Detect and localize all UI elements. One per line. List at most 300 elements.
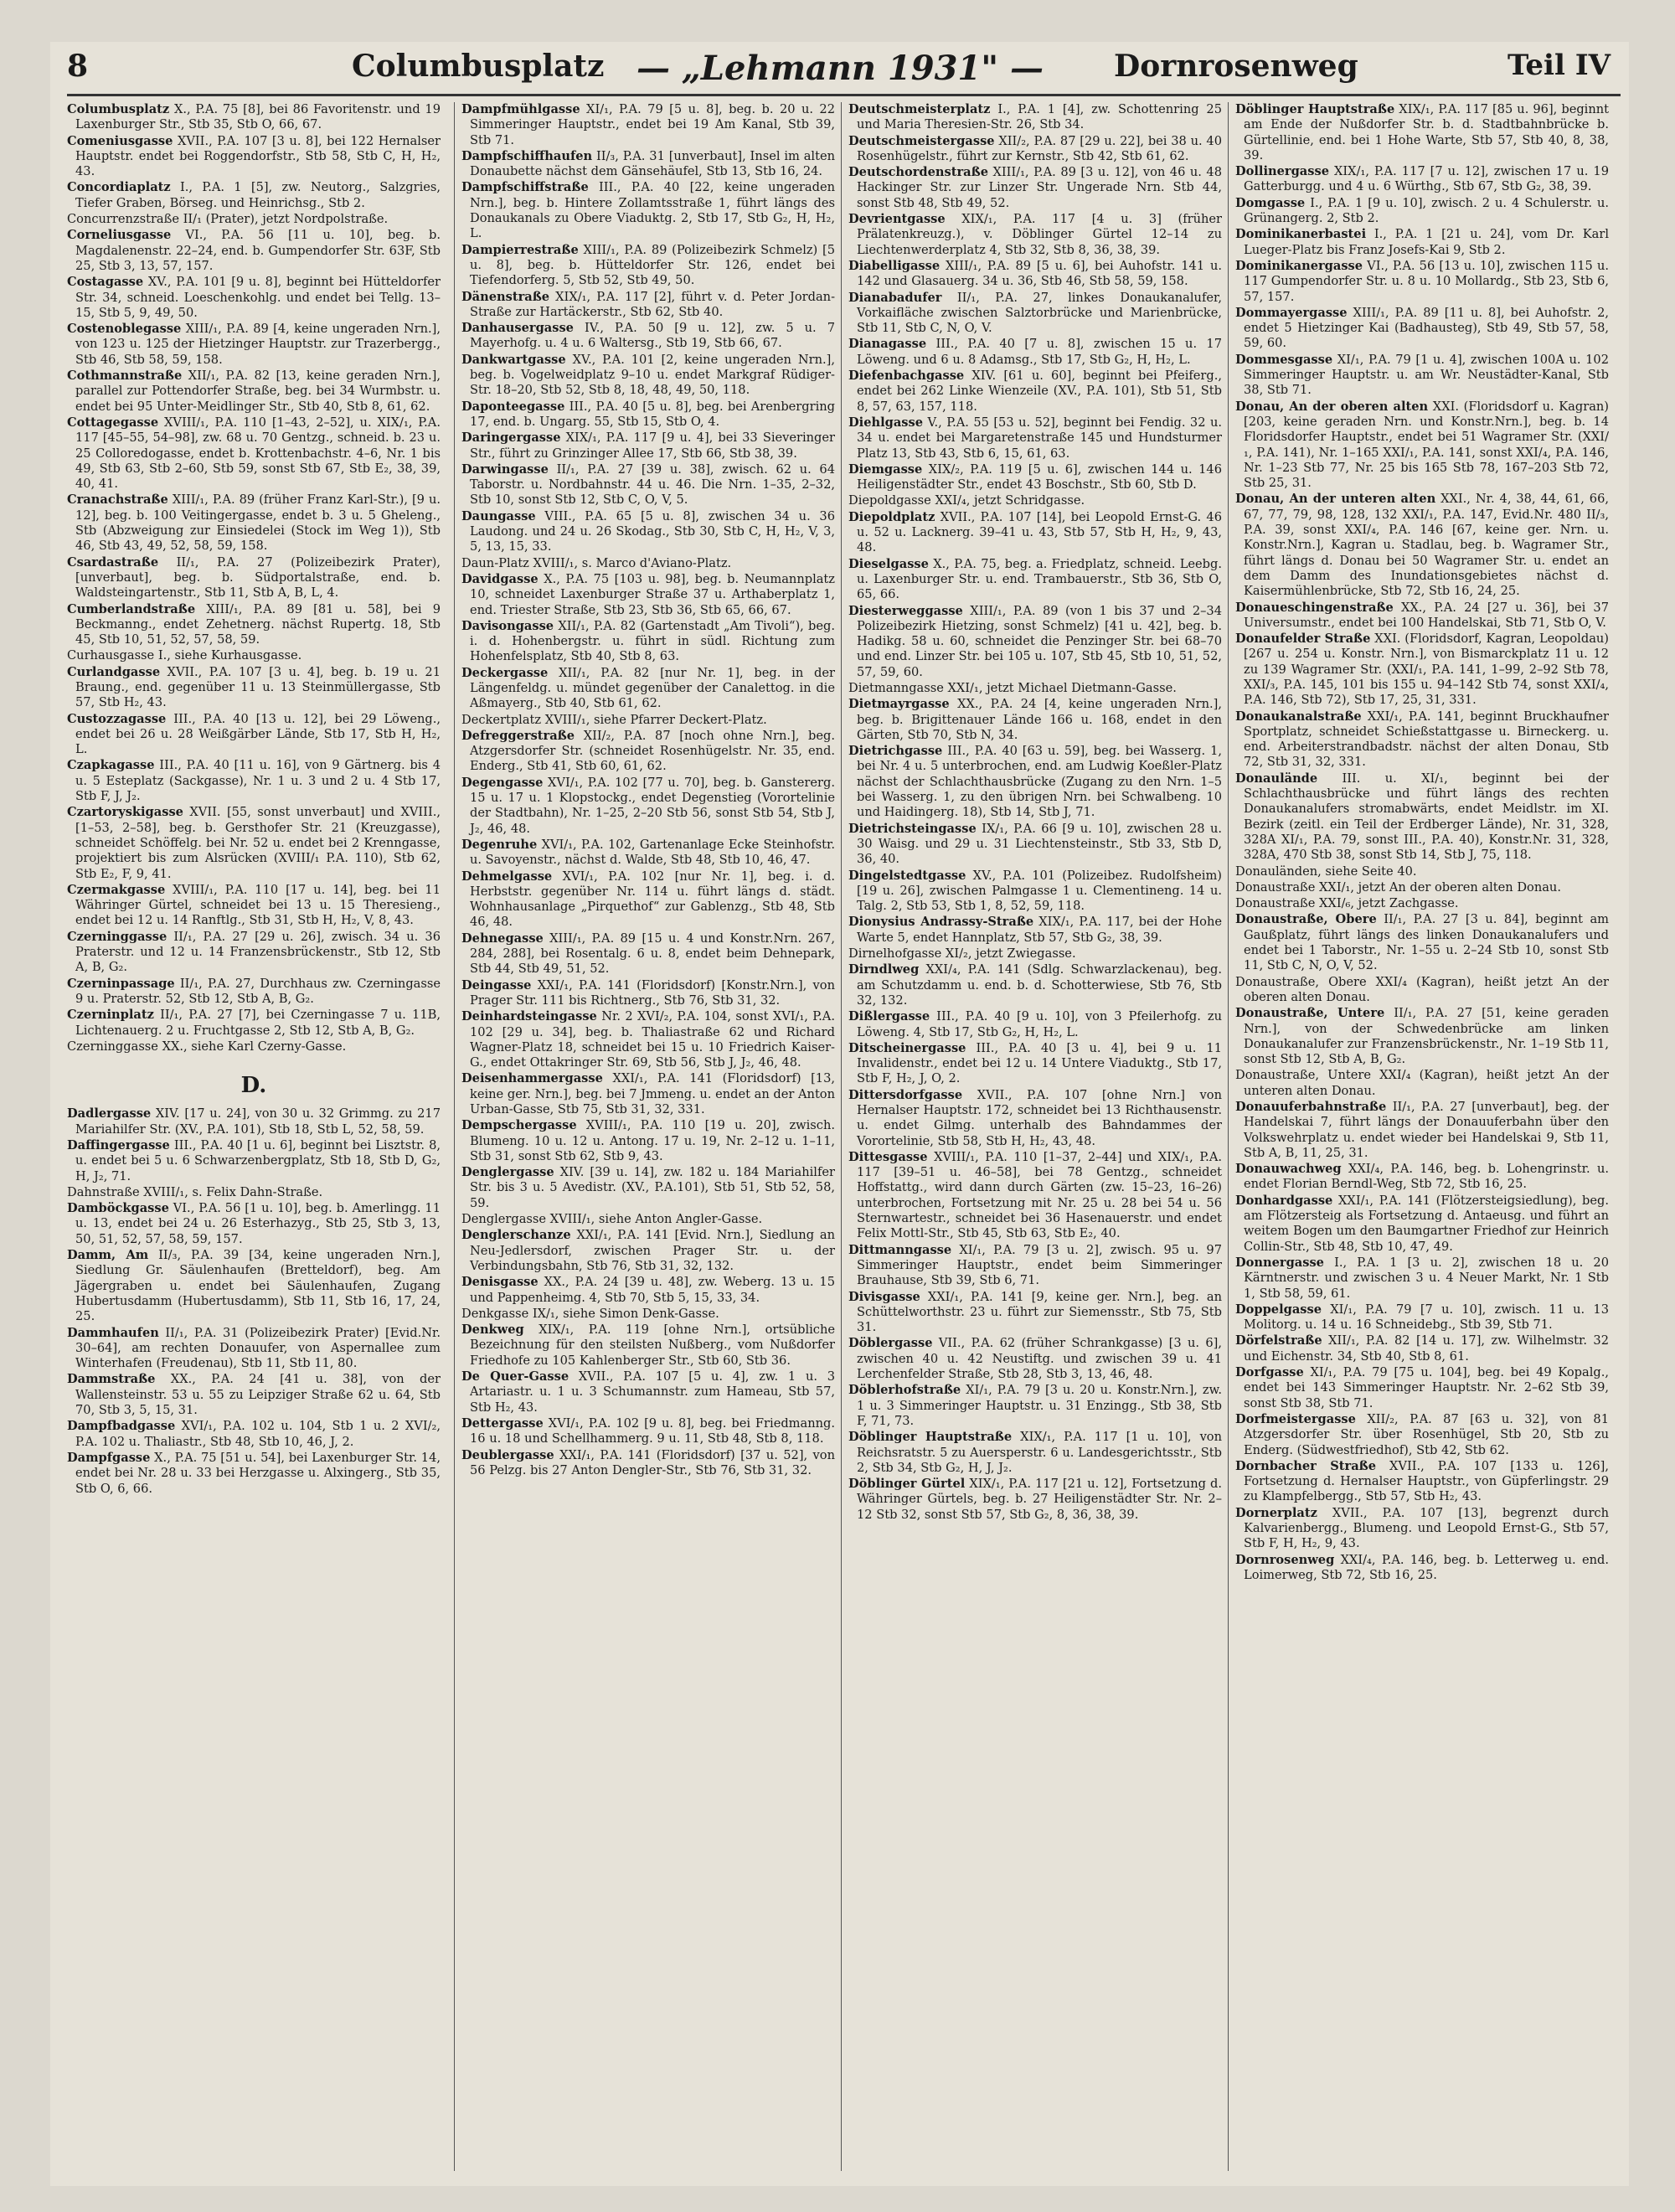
street-name: Ditscheinergasse xyxy=(848,1040,966,1055)
street-details: II/₁, P.A. 31 (Polizeibezirk Prater) [Evid.Nr. 30–64], am rechten Donauufer, von Aspernallee zum Winterhafen (Freudenau), Stb 11, Stb 11, 80. xyxy=(75,1325,441,1371)
street-details: III., P.A. 40 [11 u. 16], von 9 Gärtnerg. bis 4 u. 5 Esteplatz (Sackgasse), Nr. 1 u. 3 und 2 u. 4 Stb 17, Stb F, J, J₂. xyxy=(75,758,441,804)
street-entry xyxy=(1235,400,1609,492)
street-details: XVI/₁, P.A. 102 [nur Nr. 1], beg. i. d. Herbststr. gegenüber Nr. 114 u. führt längs d. städt. Wohnhausanlage „Pirquethof“ zur Gablenzg., Stb 48, Stb 46, 48. xyxy=(470,869,835,930)
street-entry xyxy=(67,758,441,804)
street-entry xyxy=(1235,1553,1609,1584)
street-details: X., P.A. 75 [103 u. 98], beg. b. Neumannplatz 10, schneidet Laxenburger Straße 37 u. Arthaberplatz 1, end. Triester Straße, Stb 23, Stb 36, Stb 65, 66, 67. xyxy=(470,571,835,617)
street-name: Czartoryskigasse xyxy=(67,805,183,820)
street-entry xyxy=(461,1009,835,1070)
street-name: Doppelgasse xyxy=(1235,1302,1322,1317)
street-details: III., P.A. 40 [1 u. 6], beginnt bei Lisztstr. 8, u. endet bei 5 u. 6 Schwarzenbergplatz, Stb 18, Stb D, G₂, H, J₂, 71. xyxy=(75,1138,441,1183)
street-details: XVIII/₁, P.A. 110 [1–43, 2–52], u. XIX/₁, P.A. 117 [45–55, 54–98], zw. 68 u. 70 Gentzg., schneid. b. 23 u. 25 Colloredogasse, endet b. Krottenbachstr. 4–6, Nr. 1 bis 49, Stb 63, Stb 2–60, Stb 59, sonst Stb 67, Stb E₂, 38, 39, 40, 41. xyxy=(75,415,441,492)
street-name: Czerninplatz xyxy=(67,1008,154,1023)
street-details: XV., P.A. 101 [2, keine ungeraden Nrn.], beg. b. Vogelweidplatz 9–10 u. endet Markgraf Rüdiger-Str. 18–20, Stb 52, Stb 8, 18, 48, 49, 50, 118. xyxy=(470,352,835,398)
street-details: III., P.A. 40 [9 u. 10], von 3 Pfeilerhofg. zu Löweng. 4, Stb 17, Stb G₂, H, H₂, L. xyxy=(857,1009,1222,1039)
street-entry xyxy=(1235,102,1609,163)
street-details: I., P.A. 1 [5], zw. Neutorg., Salzgries, Tiefer Graben, Börseg. und Heinrichsg., Stb 2. xyxy=(75,180,441,210)
street-details: XVI/₁, P.A. 102 u. 104, Stb 1 u. 2 XVI/₂, P.A. 102 u. Thaliastr., Stb 48, Stb 10, 46, J, 2. xyxy=(75,1419,441,1449)
street-details: XI/₁, P.A. 79 [3 u. 2], zwisch. 95 u. 97 Simmeringer Hauptstr., endet beim Simmeringer Brauhause, Stb 39, Stb 6, 71. xyxy=(857,1242,1222,1288)
street-details: Dahnstraße XVIII/₁, s. Felix Dahn-Straße. xyxy=(67,1184,323,1199)
running-header xyxy=(50,42,1629,92)
street-name: Dammhaufen xyxy=(67,1325,159,1340)
header-rule xyxy=(67,94,1621,96)
street-directory xyxy=(67,102,1621,2171)
street-entry xyxy=(461,353,835,399)
street-name: Dammstraße xyxy=(67,1372,156,1387)
street-name: Degengasse xyxy=(461,775,544,790)
street-entry xyxy=(461,102,835,148)
part-label: Teil IV xyxy=(1508,49,1611,82)
street-name: Deutschmeistergasse xyxy=(848,133,995,148)
street-name: Dianagasse xyxy=(848,337,927,352)
street-details: XVII., P.A. 107 [13], begrenzt durch Kalvarienbergg., Blumeng. und Leopold Ernst-G., Stb 57, Stb F, H, H₂, 9, 43. xyxy=(1244,1505,1609,1551)
street-name: Dianabadufer xyxy=(848,290,942,305)
street-name: Dempschergasse xyxy=(461,1118,577,1133)
street-name: Dornrosenweg xyxy=(1235,1552,1335,1567)
street-details: I., P.A. 1 [9 u. 10], zwisch. 2 u. 4 Schulerstr. u. Grünangerg. 2, Stb 2. xyxy=(1244,195,1609,226)
street-name: Diefenbachgasse xyxy=(848,369,965,384)
column-4 xyxy=(1228,102,1609,2171)
street-name: Donnergasse xyxy=(1235,1255,1324,1270)
street-name: Deingasse xyxy=(461,977,532,993)
street-details: XVIII/₁, P.A. 110 [19 u. 20], zwisch. Blumeng. 10 u. 12 u. Antong. 17 u. 19, Nr. 2–12 u. 1–11, Stb 31, sonst Stb 62, Stb 9, 43. xyxy=(470,1118,835,1163)
street-entry xyxy=(67,1201,441,1247)
street-name: Costagasse xyxy=(67,275,144,290)
street-entry xyxy=(1235,1006,1609,1067)
street-entry xyxy=(461,838,835,869)
street-details: XX., P.A. 24 [4, keine ungeraden Nrn.], beg. b. Brigittenauer Lände 166 u. 168, endet in den Gärten, Stb 70, Stb N, 34. xyxy=(857,697,1222,742)
street-details: XVII., P.A. 107 [5 u. 4], zw. 1 u. 3 Artariastr. u. 1 u. 3 Schumannstr. zum Hameau, Stb 57, Stb H₂, 43. xyxy=(470,1369,835,1415)
street-details: XXI/₁, P.A. 141 (Floridsdorf) [Konstr.Nrn.], von Prager Str. 111 bis Richtnerg., Stb 76, Stb 31, 32. xyxy=(470,977,835,1008)
street-details: XVII., P.A. 107 [14], bei Leopold Ernst-G. 46 u. 52 u. Lacknerg. 39–41 u. 43, Stb 57, Stb H, H₂, 9, 43, 48. xyxy=(857,509,1222,555)
street-entry xyxy=(67,555,441,601)
street-name: Döblergasse xyxy=(848,1336,933,1351)
street-name: Custozzagasse xyxy=(67,711,167,726)
street-name: Dänenstraße xyxy=(461,289,550,304)
street-entry xyxy=(461,149,835,180)
street-name: Dionysius Andrassy-Straße xyxy=(848,915,1034,930)
street-details: V., P.A. 55 [53 u. 52], beginnt bei Fendig. 32 u. 34 u. endet bei Margaretenstraße 145 und Hundsturmer Platz 13, Stb 43, Stb 6, 15, 61, 63. xyxy=(857,415,1222,461)
street-details: XIII/₁, P.A. 89 [11 u. 8], bei Auhofstr. 2, endet 5 Hietzinger Kai (Badhausteg), Stb 49, Stb 57, 58, 59, 60. xyxy=(1244,305,1609,351)
street-entry xyxy=(67,977,441,1008)
street-details: XIV. [39 u. 14], zw. 182 u. 184 Mariahilfer Str. bis 3 u. 5 Avedistr. (XV., P.A.101), Stb 51, Stb 52, 58, 59. xyxy=(470,1165,835,1210)
street-name: Dörfelstraße xyxy=(1235,1333,1322,1348)
street-details: XIII/₁, P.A. 89 [3 u. 12], von 46 u. 48 Hackinger Str. zur Linzer Str. Ungerade Nrn. Stb 44, sonst Stb 48, Stb 49, 52. xyxy=(857,165,1222,210)
street-entry xyxy=(461,1323,835,1369)
street-details: III., P.A. 40 [7 u. 8], zwischen 15 u. 17 Löweng. und 6 u. 8 Adamsg., Stb 17, Stb G₂, H, H₂, L. xyxy=(857,337,1222,367)
street-details: I., P.A. 1 [3 u. 2], zwischen 18 u. 20 Kärntnerstr. und zwischen 3 u. 4 Neuer Markt, Nr. 1 Stb 1, Stb 58, 59, 61. xyxy=(1244,1255,1609,1301)
street-details: XVII., P.A. 107 [133 u. 126], Fortsetzung d. Hernalser Hauptstr., von Güpferlingstr. 29 zu Klampfelbergg., Stb 57, Stb H₂, 43. xyxy=(1244,1458,1609,1504)
street-entry xyxy=(848,1383,1222,1429)
street-name: Cottagegasse xyxy=(67,415,159,430)
street-name: Columbusplatz xyxy=(67,102,170,116)
street-name: Dampfbadgasse xyxy=(67,1419,176,1434)
street-entry xyxy=(848,1150,1222,1242)
street-name: Dornerplatz xyxy=(1235,1505,1317,1520)
street-details: XXI. (Floridsdorf, Kagran, Leopoldau) [267 u. 254 u. Konstr. Nrn.], von Bismarckplatz 11 u. 12 zu 139 Wagramer Str. (XXI/₁, P.A. 141, 1–99, 2–92 Stb 78, XXI/₃, P.A. 145, 101 bis 155 u. 94–142 Stb 74, sonst XXI/₄, P.A. 146, Stb 72), Stb 17, 25, 31, 331. xyxy=(1244,632,1609,708)
street-name: Denkweg xyxy=(461,1323,524,1338)
page-title: — „Lehmann 1931" — xyxy=(636,49,1044,88)
street-details: Czerninggasse XX., siehe Karl Czerny-Gasse. xyxy=(67,1039,347,1054)
street-name: Czermakgasse xyxy=(67,882,166,897)
street-details: XXI., Nr. 4, 38, 44, 61, 66, 67, 77, 79, 98, 128, 132 XXI/₁, P.A. 147, Evid.Nr. 480 II/₃, P.A. 39, sonst XXI/₄, P.A. 146 [67, keine ger. Nrn. u. Konstr.Nrn.], Kagran u. Stadlau, beg. b. Wagramer Str., führt längs d. Donau bei 50 Wagramer Str. u. endet an dem Damm des Inundationsgebietes nächst d. Kaisermühlenbrücke, Stb 72, Stb 16, 24, 25. xyxy=(1244,492,1609,599)
street-name: Costenoblegasse xyxy=(67,322,182,337)
street-entry xyxy=(1235,259,1609,305)
street-details: X., P.A. 75 [8], bei 86 Favoritenstr. und 19 Laxenburger Str., Stb 35, Stb O, 66, 67. xyxy=(75,102,441,132)
street-name: Donaukanalstraße xyxy=(1235,709,1362,724)
street-entry xyxy=(848,869,1222,915)
street-details: XII/₁, P.A. 82 [13, keine geraden Nrn.], parallel zur Pottendorfer Straße, beg. bei 34 Wurmbstr. u. endet bei 95 Unter-Meidlinger Str., Stb 40, Stb 8, 61, 62. xyxy=(75,369,441,414)
street-details: XIII/₁, P.A. 89 (von 1 bis 37 und 2–34 Polizeibezirk Hietzing, sonst Schmelz) [41 u. 42], beg. b. Hadikg. 58 u. 60, schneidet die Penzinger Str. bei 68–70 und end. Linzer Str. bei 105 u. 107, Stb 45, Stb 10, 51, 52, 57, 59, 60. xyxy=(857,603,1222,679)
street-entry xyxy=(1235,1068,1609,1099)
street-name: Dampfschiffhaufen xyxy=(461,148,593,163)
street-entry xyxy=(848,1009,1222,1040)
street-name: Dadlergasse xyxy=(67,1106,152,1121)
street-details: XI/₁, P.A. 79 [5 u. 8], beg. b. 20 u. 22 Simmeringer Hauptstr., endet bei 19 Am Kanal, Stb 39, Stb 71. xyxy=(470,102,835,147)
street-details: II/₁, P.A. 27, Durchhaus zw. Czerningasse 9 u. Praterstr. 52, Stb 12, Stb A, B, G₂. xyxy=(75,976,441,1006)
street-entry xyxy=(848,212,1222,258)
street-details: Donaustraße XXI/₆, jetzt Zachgasse. xyxy=(1235,896,1459,911)
street-entry xyxy=(1235,1162,1609,1193)
street-name: Dorfgasse xyxy=(1235,1365,1304,1380)
street-entry xyxy=(461,1416,835,1447)
street-details: XVIII/₁, P.A. 110 [17 u. 14], beg. bei 11 Währinger Gürtel, schneidet bei 13 u. 15 Theresieng., endet bei 12 u. 14 Ranftlg., Stb 31, Stb H, H₂, V, 8, 43. xyxy=(75,882,441,928)
street-details: II/₁, P.A. 27 [51, keine geraden Nrn.], von der Schwedenbrücke am linken Donaukanalufer zur Franzensbrückenstr., Nr. 1–19 Stb 11, sonst Stb 12, Stb A, B, G₂. xyxy=(1244,1006,1609,1067)
street-entry xyxy=(848,946,1222,962)
street-name: Denisgasse xyxy=(461,1275,539,1290)
page-number: 8 xyxy=(67,49,89,84)
street-name: Cranachstraße xyxy=(67,492,168,508)
street-details: VI., P.A. 56 [1 u. 10], beg. b. Amerlingg. 11 u. 13, endet bei 24 u. 26 Esterhazyg., Stb 25, Stb 3, 13, 50, 51, 52, 57, 58, 59, 157. xyxy=(75,1201,441,1246)
street-name: Dittmanngasse xyxy=(848,1242,952,1257)
street-entry xyxy=(67,1372,441,1418)
street-entry xyxy=(848,165,1222,211)
street-name: Czapkagasse xyxy=(67,758,155,773)
street-name: Deckergasse xyxy=(461,665,549,680)
street-name: Davisongasse xyxy=(461,618,554,633)
street-entry xyxy=(848,915,1222,946)
street-entry xyxy=(67,415,441,492)
street-details: XXI/₁, P.A. 141 (Floridsdorf) [37 u. 52], von 56 Pelzg. bis 27 Anton Dengler-Str., Stb 76, Stb 31, 32. xyxy=(470,1447,835,1477)
street-entry xyxy=(67,648,441,663)
street-name: Donhardgasse xyxy=(1235,1193,1333,1208)
street-name: Deutschordenstraße xyxy=(848,165,989,180)
street-entry xyxy=(461,1212,835,1227)
street-entry xyxy=(461,400,835,431)
street-details: Denkgasse IX/₁, siehe Simon Denk-Gasse. xyxy=(461,1306,719,1321)
street-name: Döblinger Hauptstraße xyxy=(848,1430,1013,1445)
street-details: I., P.A. 1 [4], zw. Schottenring 25 und Maria Theresien-Str. 26, Stb 34. xyxy=(857,102,1222,132)
street-name: Dittersdorfgasse xyxy=(848,1087,963,1102)
street-name: Daungasse xyxy=(461,508,536,523)
street-name: Deublergasse xyxy=(461,1447,554,1462)
street-entry xyxy=(1235,601,1609,632)
street-entry xyxy=(461,619,835,665)
street-name: Cumberlandstraße xyxy=(67,601,196,616)
street-name: Dominikanergasse xyxy=(1235,258,1363,273)
street-details: XXI/₁, P.A. 141 [9, keine ger. Nrn.], beg. an Schüttelworthstr. 23 u. führt zur Siemensstr., Stb 75, Stb 31. xyxy=(857,1289,1222,1335)
street-details: XXI/₄, P.A. 146, beg. b. Lohengrinstr. u. endet Florian Berndl-Weg, Stb 72, Stb 16, 25. xyxy=(1244,1162,1609,1192)
street-entry xyxy=(67,1106,441,1137)
street-entry xyxy=(67,1419,441,1450)
street-name: Dollinergasse xyxy=(1235,164,1329,179)
street-entry xyxy=(67,883,441,929)
street-entry xyxy=(461,180,835,241)
street-name: Dorfmeistergasse xyxy=(1235,1411,1356,1426)
street-entry xyxy=(1235,1100,1609,1161)
street-details: III., P.A. 40 [5 u. 8], beg. bei Arenbergring 17, end. b. Ungarg. 55, Stb 15, Stb O, 4. xyxy=(470,399,835,429)
street-details: VI., P.A. 56 [11 u. 10], beg. b. Magdalenenstr. 22–24, end. b. Gumpendorfer Str. 63F, Stb 25, Stb 3, 13, 57, 157. xyxy=(75,228,441,273)
street-details: XVI/₁, P.A. 102 [9 u. 8], beg. bei Friedmanng. 16 u. 18 und Schellhammerg. 9 u. 11, Stb 48, Stb 8, 118. xyxy=(470,1415,835,1446)
street-name: Damm, Am xyxy=(67,1248,149,1263)
street-name: Darwingasse xyxy=(461,461,549,477)
street-name: Dampierrestraße xyxy=(461,242,579,257)
street-name: Deinhardsteingasse xyxy=(461,1009,597,1024)
street-entry xyxy=(1235,492,1609,599)
street-name: Döblinger Gürtel xyxy=(848,1477,966,1492)
street-name: Cothmannstraße xyxy=(67,369,183,384)
street-details: XI/₁, P.A. 79 [7 u. 10], zwisch. 11 u. 13 Molitorg. u. 14 u. 16 Schneidebg., Stb 39, Stb 71. xyxy=(1244,1302,1609,1333)
street-details: XI/₁, P.A. 79 [75 u. 104], beg. bei 49 Kopalg., endet bei 143 Simmeringer Hauptstr. Nr. 2–62 Stb 39, sonst Stb 38, Stb 71. xyxy=(1244,1365,1609,1410)
street-name: Daringergasse xyxy=(461,431,561,446)
street-entry xyxy=(461,729,835,775)
street-entry xyxy=(461,1369,835,1415)
street-name: Domgasse xyxy=(1235,195,1306,210)
column-1 xyxy=(67,102,447,2171)
street-entry xyxy=(67,1451,441,1497)
street-name: Deisenhammergasse xyxy=(461,1071,603,1086)
street-entry xyxy=(67,228,441,274)
street-name: Dittesgasse xyxy=(848,1149,928,1164)
street-name: Daponteegasse xyxy=(461,399,565,414)
street-name: Donau, An der oberen alten xyxy=(1235,399,1429,414)
street-details: XXI/₁, P.A. 141 (Floridsdorf) [13, keine ger. Nrn.], beg. bei 7 Jmmeng. u. endet an der Anton Urban-Gasse, Stb 75, Stb 31, 32, 331. xyxy=(470,1071,835,1116)
street-name: Dampfmühlgasse xyxy=(461,102,580,116)
street-entry xyxy=(1235,1194,1609,1255)
street-entry xyxy=(67,1008,441,1039)
street-entry xyxy=(848,1477,1222,1523)
street-details: XII/₂, P.A. 87 [29 u. 22], bei 38 u. 40 Rosenhügelstr., führt zur Kernstr., Stb 42, Stb 61, 62. xyxy=(857,133,1222,163)
street-details: XX., P.A. 24 [41 u. 38], von der Wallensteinstr. 53 u. 55 zu Leipziger Straße 62 u. 64, Stb 70, Stb 3, 5, 15, 31. xyxy=(75,1372,441,1418)
street-entry xyxy=(848,744,1222,820)
street-name: Csardastraße xyxy=(67,554,159,570)
street-details: IV., P.A. 50 [9 u. 12], zw. 5 u. 7 Mayerhofg. u. 4 u. 6 Waltersg., Stb 19, Stb 66, 67. xyxy=(470,321,835,351)
street-details: II/₁, P.A. 27 [39 u. 38], zwisch. 62 u. 64 Taborstr. u. Nordbahnstr. 44 u. 46. Die Nrn. 1–35, 2–32, Stb 10, sonst Stb 12, Stb C, O, V, 5. xyxy=(470,461,835,508)
street-details: III., P.A. 40 [22, keine ungeraden Nrn.], beg. b. Hintere Zollamtsstraße 1, führt längs des Donaukanals zu Obere Viaduktg. 2, Stb 17, Stb G₂, H, H₂, L. xyxy=(470,180,835,241)
street-details: VIII., P.A. 65 [5 u. 8], zwischen 34 u. 36 Laudong. und 24 u. 26 Skodag., Stb 30, Stb C, H, H₂, V, 3, 5, 13, 15, 33. xyxy=(470,508,835,554)
street-entry xyxy=(461,572,835,618)
street-details: XIII/₁, P.A. 89 (früher Franz Karl-Str.), [9 u. 12], beg. b. 100 Veitingergasse, endet b. 3 u. 5 Gheleng., Stb (Abzweigung zur Einsiedelei (Stock im Weg 1)), Stb 46, Stb 43, 49, 52, 58, 59, 158. xyxy=(75,492,441,554)
street-details: XVII., P.A. 107 [3 u. 8], bei 122 Hernalser Hauptstr. endet bei Roggendorfstr., Stb 58, Stb C, H, H₂, 43. xyxy=(75,133,441,179)
street-details: II/₁, P.A. 27, linkes Donaukanalufer, Vorkaifläche zwischen Salztorbrücke und Marienbrücke, Stb 11, Stb C, N, O, V. xyxy=(857,290,1222,336)
street-details: XX., P.A. 24 [39 u. 48], zw. Weberg. 13 u. 15 und Pappenheimg. 4, Stb 70, Stb 5, 15, 33, 34. xyxy=(470,1275,835,1305)
street-name: Dirndlweg xyxy=(848,962,920,977)
street-details: Dirnelhofgasse XI/₂, jetzt Zwiegasse. xyxy=(848,946,1076,962)
street-details: XII/₂, P.A. 87 [63 u. 32], von 81 Atzgersdorfer Str. über Rosenhügel, Stb 20, Stb zu Enderg. (Südwestfriedhof), Stb 42, Stb 62. xyxy=(1244,1411,1609,1457)
street-details: XXI/₁, P.A. 141, beginnt Bruckhaufner Sportplatz, schneidet Schießstattgasse u. Birneckerg. u. end. Arbeiterstrandbadstr. nächst der alten Donau, Stb 72, Stb 31, 32, 331. xyxy=(1244,709,1609,770)
street-details: XXI/₁, P.A. 141 (Flötzersteigsiedlung), beg. am Flötzersteig als Fortsetzung d. Antaeusg. und führt an weitem Bogen um den Baumgartner Friedhof zur Heinrich Collin-Str., Stb 48, Stb 10, 47, 49. xyxy=(1244,1193,1609,1254)
street-entry xyxy=(461,713,835,728)
street-entry xyxy=(848,1290,1222,1336)
street-name: Davidgasse xyxy=(461,571,539,586)
street-name: Dominikanerbastei xyxy=(1235,227,1367,242)
street-entry xyxy=(461,243,835,289)
street-entry xyxy=(461,509,835,555)
street-name: Donauuferbahnstraße xyxy=(1235,1100,1387,1114)
street-details: Donaustraße, Untere XXI/₄ (Kagran), heißt jetzt An der unteren alten Donau. xyxy=(1235,1068,1609,1098)
street-entry xyxy=(461,1307,835,1322)
street-entry xyxy=(1235,632,1609,708)
street-entry xyxy=(848,134,1222,165)
street-entry xyxy=(461,1118,835,1164)
street-entry xyxy=(1235,1459,1609,1505)
street-name: Czerninggasse xyxy=(67,929,168,944)
street-details: I., P.A. 1 [21 u. 24], vom Dr. Karl Lueger-Platz bis Franz Josefs-Kai 9, Stb 2. xyxy=(1244,227,1609,257)
street-name: Diehlgasse xyxy=(848,415,924,430)
street-name: Dehmelgasse xyxy=(461,869,553,884)
street-details: IX/₁, P.A. 66 [9 u. 10], zwischen 28 u. 30 Waisg. und 29 u. 31 Liechtensteinstr., Stb 33, Stb D, 36, 40. xyxy=(857,821,1222,867)
street-details: XIII/₁, P.A. 89 [15 u. 4 und Konstr.Nrn. 267, 284, 288], bei Rosentalg. 6 u. 8, endet beim Dehnepark, Stb 44, Stb 49, 51, 52. xyxy=(470,931,835,977)
street-entry xyxy=(848,557,1222,603)
street-name: Divisgasse xyxy=(848,1289,920,1304)
street-entry xyxy=(1235,771,1609,864)
street-name: Dampfschiffstraße xyxy=(461,180,589,195)
street-name: Diesterweggasse xyxy=(848,603,963,618)
street-entry xyxy=(67,1185,441,1200)
street-name: Dampfgasse xyxy=(67,1450,151,1465)
street-name: Diabelligasse xyxy=(848,258,941,273)
street-name: Diemgasse xyxy=(848,461,923,477)
street-name: Denglergasse xyxy=(461,1165,554,1180)
street-name: Dingelstedtgasse xyxy=(848,868,966,883)
street-name: Donauwachweg xyxy=(1235,1162,1342,1177)
street-entry xyxy=(67,134,441,180)
street-details: XXI/₁, P.A. 141 [Evid. Nrn.], Siedlung an Neu-Jedlersdorf, zwischen Prager Str. u. der Verbindungsbahn, Stb 76, Stb 31, 32, 132. xyxy=(470,1228,835,1273)
street-details: XIX/₂, P.A. 119 [5 u. 6], zwischen 144 u. 146 Heiligenstädter Str., endet 43 Boschstr., Stb 60, Stb D. xyxy=(857,461,1222,492)
street-details: XIV. [17 u. 24], von 30 u. 32 Grimmg. zu 217 Mariahilfer Str. (XV., P.A. 101), Stb 18, Stb L, 52, 58, 59. xyxy=(75,1106,441,1137)
street-entry xyxy=(1235,1412,1609,1458)
street-entry xyxy=(1235,1302,1609,1333)
street-name: Dommesgasse xyxy=(1235,352,1333,367)
street-details: X., P.A. 75, beg. a. Friedplatz, schneid. Leebg. u. Laxenburger Str. u. end. Trambauerstr., Stb 36, Stb O, 65, 66. xyxy=(857,556,1222,602)
street-entry xyxy=(67,1039,441,1054)
street-entry xyxy=(1235,1506,1609,1552)
street-entry xyxy=(848,102,1222,133)
street-entry xyxy=(461,462,835,508)
street-entry xyxy=(848,291,1222,337)
street-details: Diepoldgasse XXI/₄, jetzt Schridgasse. xyxy=(848,493,1085,508)
street-entry xyxy=(67,930,441,976)
street-details: III., P.A. 40 [63 u. 59], beg. bei Wasserg. 1, bei Nr. 4 u. 5 unterbrochen, end. am Ludwig Koeßler-Platz nächst der Schlachthausbrücke (Zugang zu den Nrn. 1–5 bei Wasserg. 1, zu den übrigen Nrn. bei Schwalbeng. 10 und Haidingerg. 18), Stb 14, Stb J, 71. xyxy=(857,744,1222,820)
street-entry xyxy=(461,321,835,352)
street-details: XIX/₁, P.A. 117 [21 u. 12], Fortsetzung d. Währinger Gürtels, beg. b. 27 Heiligenstädter Str. Nr. 2–12 Stb 32, sonst Stb 57, Stb G₂, 8, 36, 38, 39. xyxy=(857,1477,1222,1522)
street-entry xyxy=(461,290,835,321)
street-name: Denglerschanze xyxy=(461,1228,571,1243)
street-name: Döblerhofstraße xyxy=(848,1383,961,1398)
street-name: Devrientgasse xyxy=(848,212,946,227)
street-name: Dietrichgasse xyxy=(848,744,943,759)
street-entry xyxy=(848,510,1222,556)
street-entry xyxy=(848,681,1222,696)
street-entry xyxy=(461,556,835,571)
street-entry xyxy=(1235,353,1609,399)
street-details: Dietmanngasse XXI/₁, jetzt Michael Dietmann-Gasse. xyxy=(848,680,1177,695)
street-entry xyxy=(67,602,441,648)
right-catchword: Dornrosenweg xyxy=(1114,49,1358,84)
street-details: III. u. XI/₁, beginnt bei der Schlachthausbrücke und führt längs des rechten Donaukanalufers stromabwärts, endet Meidlstr. im XI. Bezirk (zeitl. ein Teil der Erdberger Lände), Nr. 31, 328, 328A XI/₁, P.A. 79, sonst III., P.A. 40), Konstr.Nr. 31, 328, 328A, 470 Stb 38, sonst Stb 14, Stb J, 75, 118. xyxy=(1244,771,1609,863)
street-details: XVII. [55, sonst unverbaut] und XVIII., [1–53, 2–58], beg. b. Gersthofer Str. 21 (Kreuzgasse), schneidet Schöffelg. bei Nr. 52 u. endet bei 2 Krenngasse, projektiert bis zum Alsrücken (XVIII/₁ P.A. 110), Stb 62, Stb E₂, F, 9, 41. xyxy=(75,805,441,881)
street-details: XIX/₁, P.A. 117 [7 u. 12], zwischen 17 u. 19 Gatterburgg. und 4 u. 6 Würthg., Stb 67, Stb G₂, 38, 39. xyxy=(1244,164,1609,194)
street-entry xyxy=(1235,912,1609,973)
street-details: III., P.A. 40 [3 u. 4], bei 9 u. 11 Invalidenstr., endet bei 12 u. 14 Untere Viaduktg., Stb 17, Stb F, H₂, J, O, 2. xyxy=(857,1040,1222,1086)
left-catchword: Columbusplatz xyxy=(352,49,605,84)
street-name: Döblinger Hauptstraße xyxy=(1235,102,1395,116)
street-entry xyxy=(1235,1333,1609,1364)
street-entry xyxy=(67,805,441,881)
street-details: VI., P.A. 56 [13 u. 10], zwischen 115 u. 117 Gumpendorfer Str. u. 8 u. 10 Mollardg., Stb 23, Stb 6, 57, 157. xyxy=(1244,258,1609,304)
street-details: XIII/₁, P.A. 89 [4, keine ungeraden Nrn.], von 123 u. 125 der Hietzinger Hauptstr. zur Trazerbergg., Stb 46, Stb 58, 59, 158. xyxy=(75,322,441,367)
street-details: XVI/₁, P.A. 102 [77 u. 70], beg. b. Ganstererg. 15 u. 17 u. 1 Klopstockg., endet Degenstieg (Vorortelinie der Stadtbahn), Nr. 1–25, 2–20 Stb 56, sonst Stb 54, Stb J, J₂, 46, 48. xyxy=(470,775,835,836)
street-name: Dietmayrgasse xyxy=(848,697,950,712)
street-entry xyxy=(67,102,441,133)
street-name: Dankwartgasse xyxy=(461,352,566,367)
street-name: Donaulände xyxy=(1235,771,1318,786)
street-details: XX., P.A. 24 [27 u. 36], bei 37 Universumstr., endet bei 100 Handelskai, Stb 71, Stb O, V. xyxy=(1244,600,1609,630)
street-details: VII., P.A. 62 (früher Schrankgasse) [3 u. 6], zwischen 40 u. 42 Neustiftg. und zwischen 39 u. 41 Lerchenfelder Straße, Stb 28, Stb 3, 13, 46, 48. xyxy=(857,1336,1222,1382)
column-2 xyxy=(454,102,835,2171)
street-entry xyxy=(461,931,835,977)
street-entry xyxy=(848,259,1222,290)
street-entry xyxy=(1235,1256,1609,1302)
street-details: XII/₁, P.A. 82 [nur Nr. 1], beg. in der Längenfeldg. u. mündet gegenüber der Canalettog. in die Aßmayerg., Stb 40, Stb 61, 62. xyxy=(470,665,835,711)
street-details: XVI/₁, P.A. 102, Gartenanlage Ecke Steinhofstr. u. Savoyenstr., nächst d. Walde, Stb 48, Stb 10, 46, 47. xyxy=(470,837,835,868)
street-name: Daffingergasse xyxy=(67,1138,170,1152)
street-entry xyxy=(67,492,441,554)
street-entry xyxy=(848,1088,1222,1149)
street-entry xyxy=(848,822,1222,868)
street-details: Daun-Platz XVIII/₁, s. Marco d'Aviano-Platz. xyxy=(461,555,732,570)
street-entry xyxy=(848,493,1222,508)
street-entry xyxy=(67,275,441,321)
street-entry xyxy=(1235,196,1609,227)
street-entry xyxy=(1235,896,1609,911)
street-details: XII/₁, P.A. 82 (Gartenstadt „Am Tivoli“), beg. i. d. Hohenbergstr. u. führt in südl. Richtung zum Hohenfelsplatz, Stb 40, Stb 8, 63. xyxy=(470,618,835,664)
street-name: Donaustraße, Untere xyxy=(1235,1006,1385,1021)
street-details: X., P.A. 75 [51 u. 54], bei Laxenburger Str. 14, endet bei Nr. 28 u. 33 bei Herzgasse u. Alxingerg., Stb 35, Stb O, 6, 66. xyxy=(75,1450,441,1496)
street-entry xyxy=(461,978,835,1009)
street-name: Curlandgasse xyxy=(67,664,161,679)
street-details: III., P.A. 40 [13 u. 12], bei 29 Löweng., endet bei 26 u. 28 Weißgärber Lände, Stb 17, Stb H, H₂, L. xyxy=(75,711,441,757)
street-name: Diepoldplatz xyxy=(848,509,935,524)
street-name: Comeniusgasse xyxy=(67,133,173,148)
street-details: Curhausgasse I., siehe Kurhausgasse. xyxy=(67,648,302,663)
street-name: Dißlergasse xyxy=(848,1009,930,1024)
street-entry xyxy=(461,1448,835,1479)
street-entry xyxy=(67,1326,441,1372)
street-details: XXI. (Floridsdorf u. Kagran) [203, keine geraden Nrn. und Konstr.Nrn.], beg. b. 14 Floridsdorfer Hauptstr., endet bei 51 Wagramer Str. (XXI/₁, P.A. 141), Nr. 1–165 XXI/₁, P.A. 141, sonst XXI/₄, P.A. 146, Nr. 1–23 Stb 77, Nr. 25 bis 165 Stb 78, 167–203 Stb 72, Stb 25, 31. xyxy=(1244,399,1609,491)
street-details: XI/₁, P.A. 79 [3 u. 20 u. Konstr.Nrn.], zw. 1 u. 3 Simmeringer Hauptstr. u. 31 Enzingg., Stb 38, Stb F, 71, 73. xyxy=(857,1383,1222,1428)
street-details: XIX/₁, P.A. 117 [2], führt v. d. Peter Jordan-Straße zur Hartäckerstr., Stb 62, Stb 40. xyxy=(470,289,835,319)
street-details: Donaustraße, Obere XXI/₄ (Kagran), heißt jetzt An der oberen alten Donau. xyxy=(1235,974,1609,1004)
street-entry xyxy=(461,776,835,837)
street-name: De Quer-Gasse xyxy=(461,1369,570,1384)
street-name: Dieselgasse xyxy=(848,556,929,571)
street-details: XIII/₁, P.A. 89 [5 u. 6], bei Auhofstr. 141 u. 142 und Glasauerg. 34 u. 36, Stb 46, Stb 58, 59, 158. xyxy=(857,258,1222,289)
street-entry xyxy=(848,462,1222,493)
street-entry xyxy=(848,415,1222,461)
street-name: Deutschmeisterplatz xyxy=(848,102,991,116)
street-entry xyxy=(1235,975,1609,1006)
